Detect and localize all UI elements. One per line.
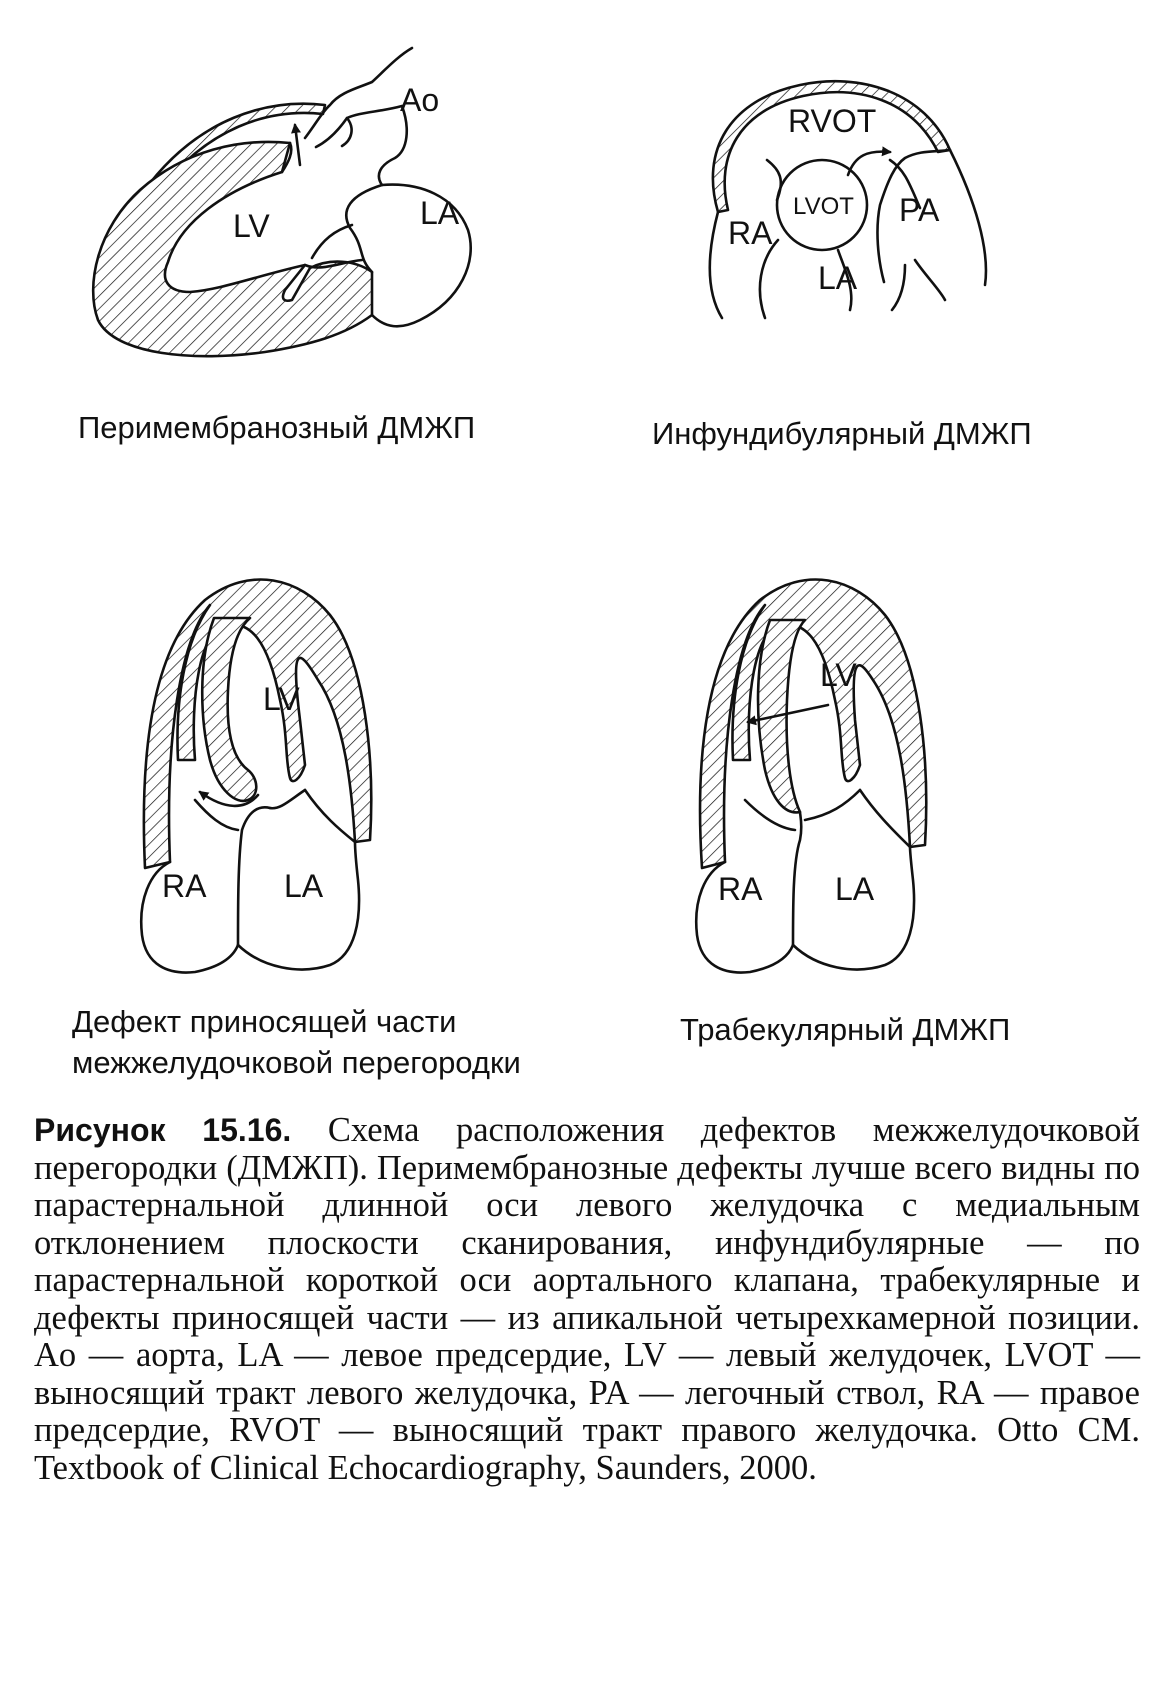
outer-wall [144, 580, 371, 868]
panel-trabecular [696, 580, 926, 973]
label-ra: RA [718, 871, 763, 907]
shunt-arrow [295, 125, 300, 165]
panel-infundibular [710, 81, 986, 318]
panel-title-perimembranous: Перимембранозный ДМЖП [78, 410, 476, 445]
panel-title-infundibular: Инфундибулярный ДМЖП [652, 416, 1032, 451]
label-ra: RA [162, 868, 207, 904]
panel-title-inlet-line1: Дефект приносящей части [72, 1004, 457, 1039]
panel-perimembranous [93, 48, 471, 356]
label-lv: LV [820, 657, 857, 693]
caption-text: Схема расположения дефектов межжелудочковой перегородки (ДМЖП). Перимембранозные дефекты лучше всего видны по парастернальной длинной оси левого желудочка с медиальным отклонением плоскости сканирования, инфундибулярные — по парастернальной короткой оси аортального клапана, трабекулярные и дефекты приносящей части — из апикальной четырехкамерной позиции. Ao — аорта, LA — левое предсердие, LV — левый желудочек, LVOT — выносящий тракт левого желудочка, PA — легочный ствол, RA — правое предсердие, RVOT — выносящий тракт правого желудочка. Otto CM. Textbook of Clinical Echocardiography, Saunders, 2000. [34, 1111, 1140, 1487]
label-lv: LV [263, 681, 300, 717]
label-la: LA [284, 868, 324, 904]
label-rvot: RVOT [788, 103, 877, 139]
shunt-arrow [848, 152, 890, 175]
figure-caption [34, 1112, 1140, 1487]
outer-wall [700, 580, 926, 868]
label-la: LA [818, 260, 858, 296]
aortic-root [305, 48, 412, 138]
panel-title-inlet-line2: межжелудочковой перегородки [72, 1045, 521, 1080]
label-pa: PA [899, 192, 940, 228]
lv-myocardium [93, 142, 372, 356]
figure-number: Рисунок 15.16. [34, 1112, 292, 1148]
label-la: LA [835, 871, 875, 907]
label-lv: LV [233, 208, 270, 244]
label-ao: Ao [400, 82, 440, 118]
left-atrium [238, 842, 359, 969]
label-lvot: LVOT [793, 193, 854, 220]
septum [202, 618, 256, 801]
label-la: LA [420, 195, 460, 231]
panel-inlet [141, 580, 371, 973]
left-atrium [793, 847, 914, 969]
panel-title-trabecular: Трабекулярный ДМЖП [680, 1012, 1011, 1047]
label-ra: RA [728, 215, 773, 251]
